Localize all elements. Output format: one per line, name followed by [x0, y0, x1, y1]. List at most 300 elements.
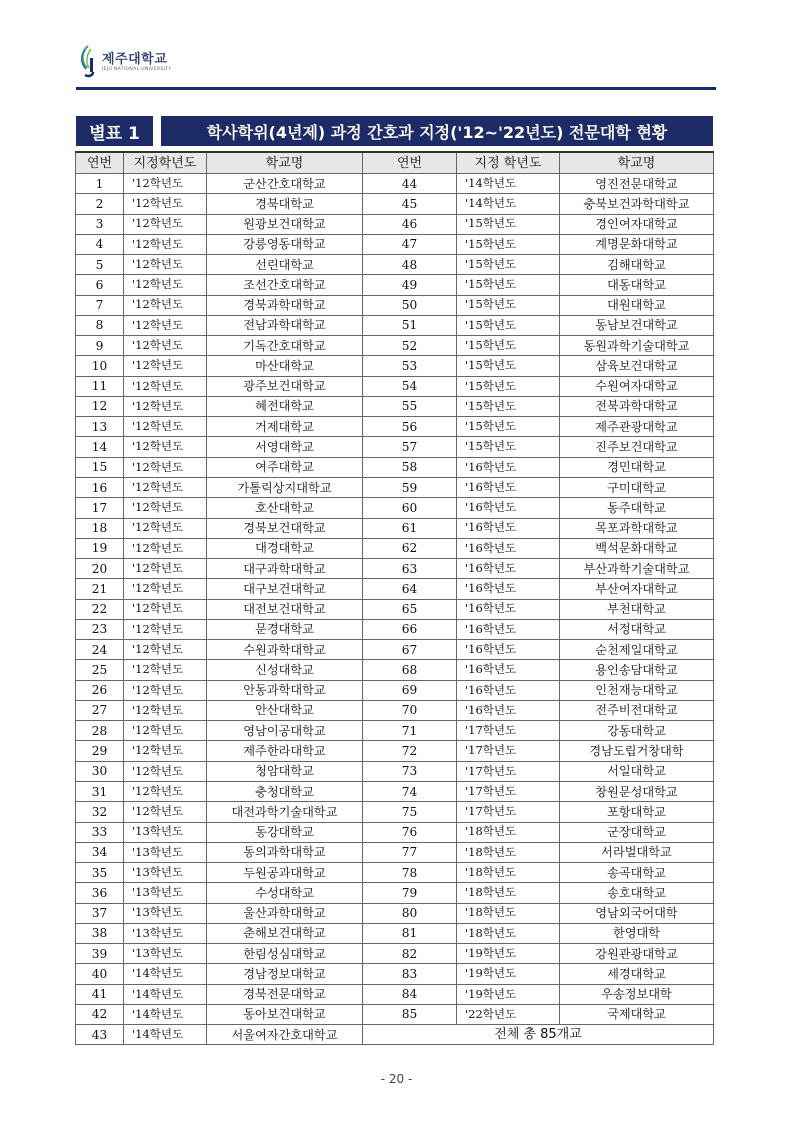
school-name: 원광보건대학교 — [207, 214, 363, 234]
table-row — [76, 194, 714, 214]
designation-year: '12학년도 — [124, 619, 207, 639]
table-row — [76, 457, 714, 477]
row-number: 29 — [76, 741, 124, 761]
table-row — [76, 842, 714, 862]
designation-year: '12학년도 — [124, 721, 207, 741]
school-name: 경북보건대학교 — [207, 518, 363, 538]
designation-year: '16학년도 — [457, 538, 560, 558]
row-number: 80 — [363, 903, 457, 923]
table-row — [76, 579, 714, 599]
school-name: 송곡대학교 — [560, 863, 714, 883]
designation-year: '15학년도 — [457, 214, 560, 234]
school-name: 신성대학교 — [207, 660, 363, 680]
school-name: 한림성심대학교 — [207, 944, 363, 964]
designation-year: '16학년도 — [457, 619, 560, 639]
designation-year: '15학년도 — [457, 376, 560, 396]
table-row — [76, 538, 714, 558]
school-name: 대전과학기술대학교 — [207, 802, 363, 822]
school-name: 동남보건대학교 — [560, 315, 714, 335]
header-year-right: 지정 학년도 — [457, 152, 560, 174]
row-number: 46 — [363, 214, 457, 234]
designation-year: '18학년도 — [457, 822, 560, 842]
row-number: 73 — [363, 761, 457, 781]
designation-year: '12학년도 — [124, 234, 207, 254]
table-row — [76, 376, 714, 396]
row-number: 67 — [363, 640, 457, 660]
school-name: 경남도립거창대학 — [560, 741, 714, 761]
row-number: 71 — [363, 721, 457, 741]
row-number: 62 — [363, 538, 457, 558]
school-name: 조선간호대학교 — [207, 275, 363, 295]
row-number: 72 — [363, 741, 457, 761]
designation-year: '13학년도 — [124, 923, 207, 943]
row-number: 84 — [363, 984, 457, 1004]
row-number: 24 — [76, 640, 124, 660]
row-number: 66 — [363, 619, 457, 639]
row-number: 3 — [76, 214, 124, 234]
row-number: 5 — [76, 255, 124, 275]
table-row — [76, 944, 714, 964]
table-row — [76, 660, 714, 680]
school-name: 수원여자대학교 — [560, 376, 714, 396]
designation-year: '12학년도 — [124, 802, 207, 822]
row-number: 51 — [363, 315, 457, 335]
row-number: 26 — [76, 680, 124, 700]
designation-year: '12학년도 — [124, 579, 207, 599]
designation-year: '12학년도 — [124, 741, 207, 761]
school-name: 혜전대학교 — [207, 396, 363, 416]
designation-year: '15학년도 — [457, 356, 560, 376]
nursing-college-table — [75, 151, 714, 1045]
row-number: 57 — [363, 437, 457, 457]
table-row — [76, 174, 714, 194]
school-name: 전주비전대학교 — [560, 700, 714, 720]
designation-year: '18학년도 — [457, 903, 560, 923]
designation-year: '13학년도 — [124, 903, 207, 923]
school-name: 인천재능대학교 — [560, 680, 714, 700]
school-name: 대구보건대학교 — [207, 579, 363, 599]
designation-year: '16학년도 — [457, 559, 560, 579]
row-number: 44 — [363, 174, 457, 194]
designation-year: '15학년도 — [457, 396, 560, 416]
designation-year: '14학년도 — [124, 984, 207, 1004]
row-number: 31 — [76, 781, 124, 801]
school-name: 순천제일대학교 — [560, 640, 714, 660]
table-row — [76, 336, 714, 356]
designation-year: '18학년도 — [457, 883, 560, 903]
row-number: 79 — [363, 883, 457, 903]
school-name: 수원과학대학교 — [207, 640, 363, 660]
row-number: 1 — [76, 174, 124, 194]
row-number: 81 — [363, 923, 457, 943]
school-name: 춘해보건대학교 — [207, 923, 363, 943]
school-name: 영남이공대학교 — [207, 721, 363, 741]
row-number: 14 — [76, 437, 124, 457]
row-number: 82 — [363, 944, 457, 964]
header-divider — [76, 87, 716, 90]
designation-year: '14학년도 — [124, 1004, 207, 1024]
school-name: 삼육보건대학교 — [560, 356, 714, 376]
designation-year: '12학년도 — [124, 396, 207, 416]
table-row — [76, 518, 714, 538]
row-number: 60 — [363, 498, 457, 518]
school-name: 서울여자간호대학교 — [207, 1025, 363, 1045]
school-name: 군장대학교 — [560, 822, 714, 842]
school-name: 동강대학교 — [207, 822, 363, 842]
row-number: 52 — [363, 336, 457, 356]
row-number: 22 — [76, 599, 124, 619]
designation-year: '12학년도 — [124, 477, 207, 497]
designation-year: '14학년도 — [457, 174, 560, 194]
school-name: 가톨릭상지대학교 — [207, 477, 363, 497]
designation-year: '15학년도 — [457, 417, 560, 437]
designation-year: '12학년도 — [124, 781, 207, 801]
row-number: 11 — [76, 376, 124, 396]
table-header-row — [76, 152, 714, 174]
designation-year: '13학년도 — [124, 822, 207, 842]
designation-year: '12학년도 — [124, 194, 207, 214]
designation-year: '16학년도 — [457, 680, 560, 700]
school-name: 우송정보대학 — [560, 984, 714, 1004]
row-number: 53 — [363, 356, 457, 376]
row-number: 39 — [76, 944, 124, 964]
designation-year: '12학년도 — [124, 356, 207, 376]
designation-year: '12학년도 — [124, 498, 207, 518]
table-row — [76, 883, 714, 903]
school-name: 서라벌대학교 — [560, 842, 714, 862]
table-row — [76, 234, 714, 254]
school-name: 안산대학교 — [207, 700, 363, 720]
row-number: 69 — [363, 680, 457, 700]
designation-year: '13학년도 — [124, 883, 207, 903]
school-name: 진주보건대학교 — [560, 437, 714, 457]
designation-year: '12학년도 — [124, 376, 207, 396]
row-number: 41 — [76, 984, 124, 1004]
designation-year: '15학년도 — [457, 255, 560, 275]
school-name: 경북과학대학교 — [207, 295, 363, 315]
school-name: 여주대학교 — [207, 457, 363, 477]
designation-year: '19학년도 — [457, 944, 560, 964]
designation-year: '18학년도 — [457, 863, 560, 883]
row-number: 23 — [76, 619, 124, 639]
designation-year: '13학년도 — [124, 842, 207, 862]
school-name: 포항대학교 — [560, 802, 714, 822]
school-name: 군산간호대학교 — [207, 174, 363, 194]
designation-year: '18학년도 — [457, 842, 560, 862]
designation-year: '16학년도 — [457, 599, 560, 619]
table-row — [76, 477, 714, 497]
row-number: 25 — [76, 660, 124, 680]
designation-year: '15학년도 — [457, 275, 560, 295]
school-name: 경북대학교 — [207, 194, 363, 214]
table-row — [76, 417, 714, 437]
designation-year: '19학년도 — [457, 964, 560, 984]
school-name: 서영대학교 — [207, 437, 363, 457]
designation-year: '12학년도 — [124, 275, 207, 295]
school-name: 청암대학교 — [207, 761, 363, 781]
row-number: 17 — [76, 498, 124, 518]
designation-year: '12학년도 — [124, 640, 207, 660]
school-name: 전북과학대학교 — [560, 396, 714, 416]
row-number: 27 — [76, 700, 124, 720]
row-number: 12 — [76, 396, 124, 416]
row-number: 75 — [363, 802, 457, 822]
row-number: 63 — [363, 559, 457, 579]
row-number: 68 — [363, 660, 457, 680]
school-name: 동원과학기술대학교 — [560, 336, 714, 356]
page-number: - 20 - — [380, 1072, 413, 1086]
title-tag: 별표 1 — [76, 116, 153, 146]
table-row — [76, 903, 714, 923]
school-name: 세경대학교 — [560, 964, 714, 984]
header-no-right: 연번 — [363, 152, 457, 174]
table-row — [76, 396, 714, 416]
row-number: 59 — [363, 477, 457, 497]
designation-year: '15학년도 — [457, 234, 560, 254]
designation-year: '15학년도 — [457, 437, 560, 457]
row-number: 15 — [76, 457, 124, 477]
table-row — [76, 498, 714, 518]
designation-year: '12학년도 — [124, 680, 207, 700]
school-name: 제주관광대학교 — [560, 417, 714, 437]
row-number: 61 — [363, 518, 457, 538]
table-row — [76, 315, 714, 335]
school-name: 전남과학대학교 — [207, 315, 363, 335]
school-name: 송호대학교 — [560, 883, 714, 903]
row-number: 8 — [76, 315, 124, 335]
school-name: 수성대학교 — [207, 883, 363, 903]
designation-year: '12학년도 — [124, 437, 207, 457]
table-row — [76, 295, 714, 315]
row-number: 70 — [363, 700, 457, 720]
school-name: 백석문화대학교 — [560, 538, 714, 558]
designation-year: '12학년도 — [124, 295, 207, 315]
row-number: 7 — [76, 295, 124, 315]
row-number: 6 — [76, 275, 124, 295]
designation-year: '12학년도 — [124, 457, 207, 477]
table-row — [76, 822, 714, 842]
designation-year: '16학년도 — [457, 700, 560, 720]
row-number: 28 — [76, 721, 124, 741]
designation-year: '14학년도 — [457, 194, 560, 214]
table-row — [76, 1004, 714, 1024]
row-number: 76 — [363, 822, 457, 842]
table-row — [76, 863, 714, 883]
designation-year: '14학년도 — [124, 1025, 207, 1045]
school-name: 강원관광대학교 — [560, 944, 714, 964]
designation-year: '17학년도 — [457, 741, 560, 761]
school-name: 충북보건과학대학교 — [560, 194, 714, 214]
designation-year: '15학년도 — [457, 295, 560, 315]
row-number: 78 — [363, 863, 457, 883]
designation-year: '13학년도 — [124, 863, 207, 883]
school-name: 강동대학교 — [560, 721, 714, 741]
row-number: 20 — [76, 559, 124, 579]
row-number: 32 — [76, 802, 124, 822]
row-number: 48 — [363, 255, 457, 275]
logo-name: 제주대학교 — [102, 52, 168, 67]
school-name: 거제대학교 — [207, 417, 363, 437]
school-name: 영남외국어대학 — [560, 903, 714, 923]
row-number: 37 — [76, 903, 124, 923]
school-name: 두원공과대학교 — [207, 863, 363, 883]
school-name: 목포과학대학교 — [560, 518, 714, 538]
school-name: 광주보건대학교 — [207, 376, 363, 396]
designation-year: '12학년도 — [124, 700, 207, 720]
designation-year: '16학년도 — [457, 640, 560, 660]
row-number: 74 — [363, 781, 457, 801]
university-emblem-icon — [76, 44, 98, 78]
table-row — [76, 680, 714, 700]
row-number: 47 — [363, 234, 457, 254]
designation-year: '16학년도 — [457, 477, 560, 497]
designation-year: '16학년도 — [457, 660, 560, 680]
school-name: 강릉영동대학교 — [207, 234, 363, 254]
row-number: 65 — [363, 599, 457, 619]
school-name: 창원문성대학교 — [560, 781, 714, 801]
designation-year: '12학년도 — [124, 538, 207, 558]
school-name: 안동과학대학교 — [207, 680, 363, 700]
table-row — [76, 721, 714, 741]
row-number: 4 — [76, 234, 124, 254]
table-row — [76, 619, 714, 639]
school-name: 경남정보대학교 — [207, 964, 363, 984]
total-count: 전체 총 85개교 — [363, 1025, 714, 1045]
school-name: 기독간호대학교 — [207, 336, 363, 356]
table-row — [76, 356, 714, 376]
designation-year: '16학년도 — [457, 457, 560, 477]
school-name: 동주대학교 — [560, 498, 714, 518]
table-row — [76, 781, 714, 801]
row-number: 34 — [76, 842, 124, 862]
school-name: 제주한라대학교 — [207, 741, 363, 761]
school-name: 부산여자대학교 — [560, 579, 714, 599]
table-row — [76, 923, 714, 943]
section-title — [76, 116, 713, 146]
row-number: 45 — [363, 194, 457, 214]
table-row — [76, 964, 714, 984]
table-row — [76, 802, 714, 822]
school-name: 마산대학교 — [207, 356, 363, 376]
designation-year: '17학년도 — [457, 721, 560, 741]
school-name: 부천대학교 — [560, 599, 714, 619]
school-name: 경인여자대학교 — [560, 214, 714, 234]
header-no-left: 연번 — [76, 152, 124, 174]
table-row — [76, 275, 714, 295]
school-name: 서일대학교 — [560, 761, 714, 781]
designation-year: '12학년도 — [124, 559, 207, 579]
school-name: 문경대학교 — [207, 619, 363, 639]
designation-year: '16학년도 — [457, 518, 560, 538]
header-school-left: 학교명 — [207, 152, 363, 174]
row-number: 18 — [76, 518, 124, 538]
designation-year: '16학년도 — [457, 498, 560, 518]
designation-year: '12학년도 — [124, 214, 207, 234]
school-name: 경북전문대학교 — [207, 984, 363, 1004]
row-number: 19 — [76, 538, 124, 558]
title-text: 학사학위(4년제) 과정 간호과 지정('12~'22년도) 전문대학 현황 — [161, 116, 713, 146]
school-name: 경민대학교 — [560, 457, 714, 477]
row-number: 54 — [363, 376, 457, 396]
row-number: 58 — [363, 457, 457, 477]
designation-year: '17학년도 — [457, 781, 560, 801]
designation-year: '12학년도 — [124, 174, 207, 194]
designation-year: '19학년도 — [457, 984, 560, 1004]
school-name: 한영대학 — [560, 923, 714, 943]
row-number: 33 — [76, 822, 124, 842]
school-name: 울산과학대학교 — [207, 903, 363, 923]
designation-year: '12학년도 — [124, 761, 207, 781]
school-name: 대원대학교 — [560, 295, 714, 315]
row-number: 77 — [363, 842, 457, 862]
row-number: 36 — [76, 883, 124, 903]
row-number: 55 — [363, 396, 457, 416]
designation-year: '17학년도 — [457, 761, 560, 781]
row-number: 21 — [76, 579, 124, 599]
row-number: 10 — [76, 356, 124, 376]
row-number: 83 — [363, 964, 457, 984]
row-number: 40 — [76, 964, 124, 984]
school-name: 부산과학기술대학교 — [560, 559, 714, 579]
school-name: 동의과학대학교 — [207, 842, 363, 862]
row-number: 56 — [363, 417, 457, 437]
school-name: 대전보건대학교 — [207, 599, 363, 619]
table-row — [76, 1025, 714, 1045]
designation-year: '12학년도 — [124, 417, 207, 437]
university-logo — [76, 44, 186, 80]
designation-year: '12학년도 — [124, 599, 207, 619]
designation-year: '17학년도 — [457, 802, 560, 822]
table-row — [76, 640, 714, 660]
designation-year: '22학년도 — [457, 1004, 560, 1024]
designation-year: '14학년도 — [124, 964, 207, 984]
row-number: 16 — [76, 477, 124, 497]
row-number: 30 — [76, 761, 124, 781]
table-row — [76, 599, 714, 619]
designation-year: '12학년도 — [124, 315, 207, 335]
school-name: 대동대학교 — [560, 275, 714, 295]
designation-year: '13학년도 — [124, 944, 207, 964]
school-name: 계명문화대학교 — [560, 234, 714, 254]
row-number: 64 — [363, 579, 457, 599]
designation-year: '18학년도 — [457, 923, 560, 943]
row-number: 9 — [76, 336, 124, 356]
table-row — [76, 700, 714, 720]
row-number: 50 — [363, 295, 457, 315]
designation-year: '12학년도 — [124, 660, 207, 680]
designation-year: '12학년도 — [124, 518, 207, 538]
row-number: 38 — [76, 923, 124, 943]
row-number: 13 — [76, 417, 124, 437]
designation-year: '12학년도 — [124, 255, 207, 275]
row-number: 43 — [76, 1025, 124, 1045]
table-row — [76, 761, 714, 781]
table-row — [76, 741, 714, 761]
table-row — [76, 984, 714, 1004]
row-number: 2 — [76, 194, 124, 214]
row-number: 85 — [363, 1004, 457, 1024]
table-row — [76, 437, 714, 457]
school-name: 용인송담대학교 — [560, 660, 714, 680]
school-name: 충청대학교 — [207, 781, 363, 801]
school-name: 선린대학교 — [207, 255, 363, 275]
logo-subtitle: JEJU NATIONAL UNIVERSITY — [102, 67, 172, 72]
school-name: 국제대학교 — [560, 1004, 714, 1024]
school-name: 영진전문대학교 — [560, 174, 714, 194]
row-number: 42 — [76, 1004, 124, 1024]
school-name: 서정대학교 — [560, 619, 714, 639]
designation-year: '16학년도 — [457, 579, 560, 599]
